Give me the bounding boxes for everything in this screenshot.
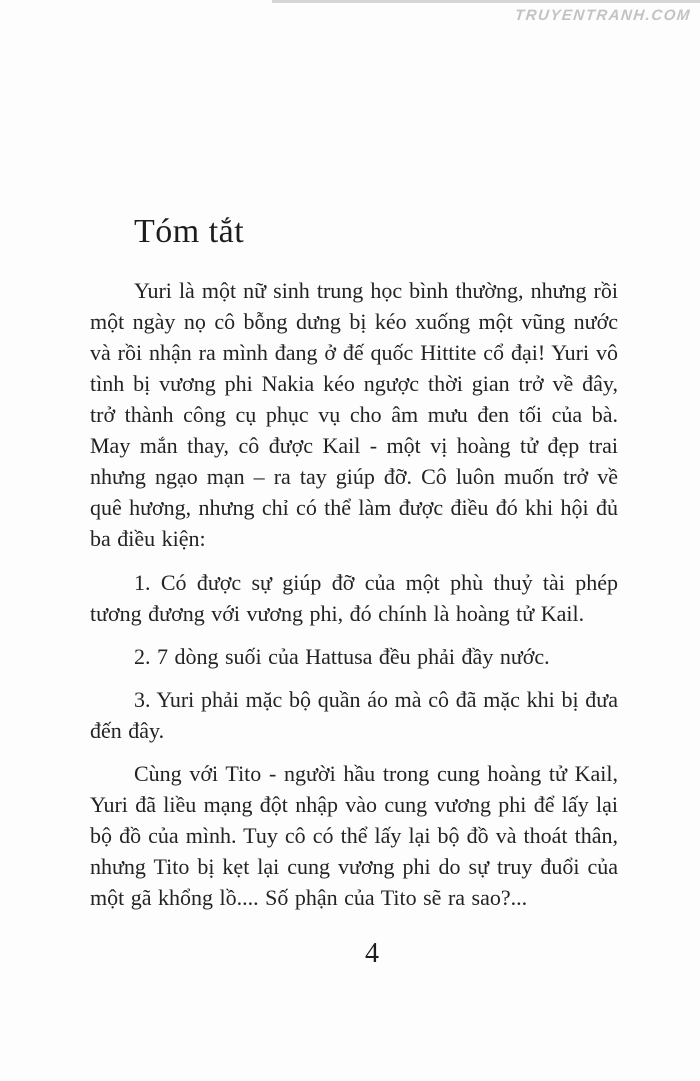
condition-item-2: 2. 7 dòng suối của Hattusa đều phải đầy nước. xyxy=(134,644,550,669)
scan-edge-artifact xyxy=(272,0,700,3)
condition-item-1: 1. Có được sự giúp đỡ của một phù thuỷ tài phép tương đương với vương phi, đó chính là hoàng tử Kail. xyxy=(90,570,618,626)
page-content xyxy=(90,213,618,926)
watermark: TRUYENTRANH.COM xyxy=(514,7,692,24)
page-title: Tóm tắt xyxy=(134,213,245,250)
summary-intro-paragraph: Yuri là một nữ sinh trung học bình thường, nhưng rồi một ngày nọ cô bỗng dưng bị kéo xuống một vũng nước và rồi nhận ra mình đang ở đế quốc Hittite cổ đại! Yuri vô tình bị vương phi Nakia kéo ngược thời gian trở về đây, trở thành công cụ phục vụ cho âm mưu đen tối của bà. May mắn thay, cô được Kail - một vị hoàng tử đẹp trai nhưng ngạo mạn – ra tay giúp đỡ. Cô luôn muốn trở về quê hương, nhưng chỉ có thể làm được điều đó khi hội đủ ba điều kiện: xyxy=(90,278,618,551)
page-number: 4 xyxy=(365,938,379,969)
summary-closing-paragraph: Cùng với Tito - người hầu trong cung hoàng tử Kail, Yuri đã liều mạng đột nhập vào cung vương phi để lấy lại bộ đồ của mình. Tuy cô có thể lấy lại bộ đồ và thoát thân, nhưng Tito bị kẹt lại cung vương phi do sự truy đuổi của một gã khổng lồ.... Số phận của Tito sẽ ra sao?... xyxy=(90,761,618,910)
condition-item-3: 3. Yuri phải mặc bộ quần áo mà cô đã mặc khi bị đưa đến đây. xyxy=(90,687,618,743)
